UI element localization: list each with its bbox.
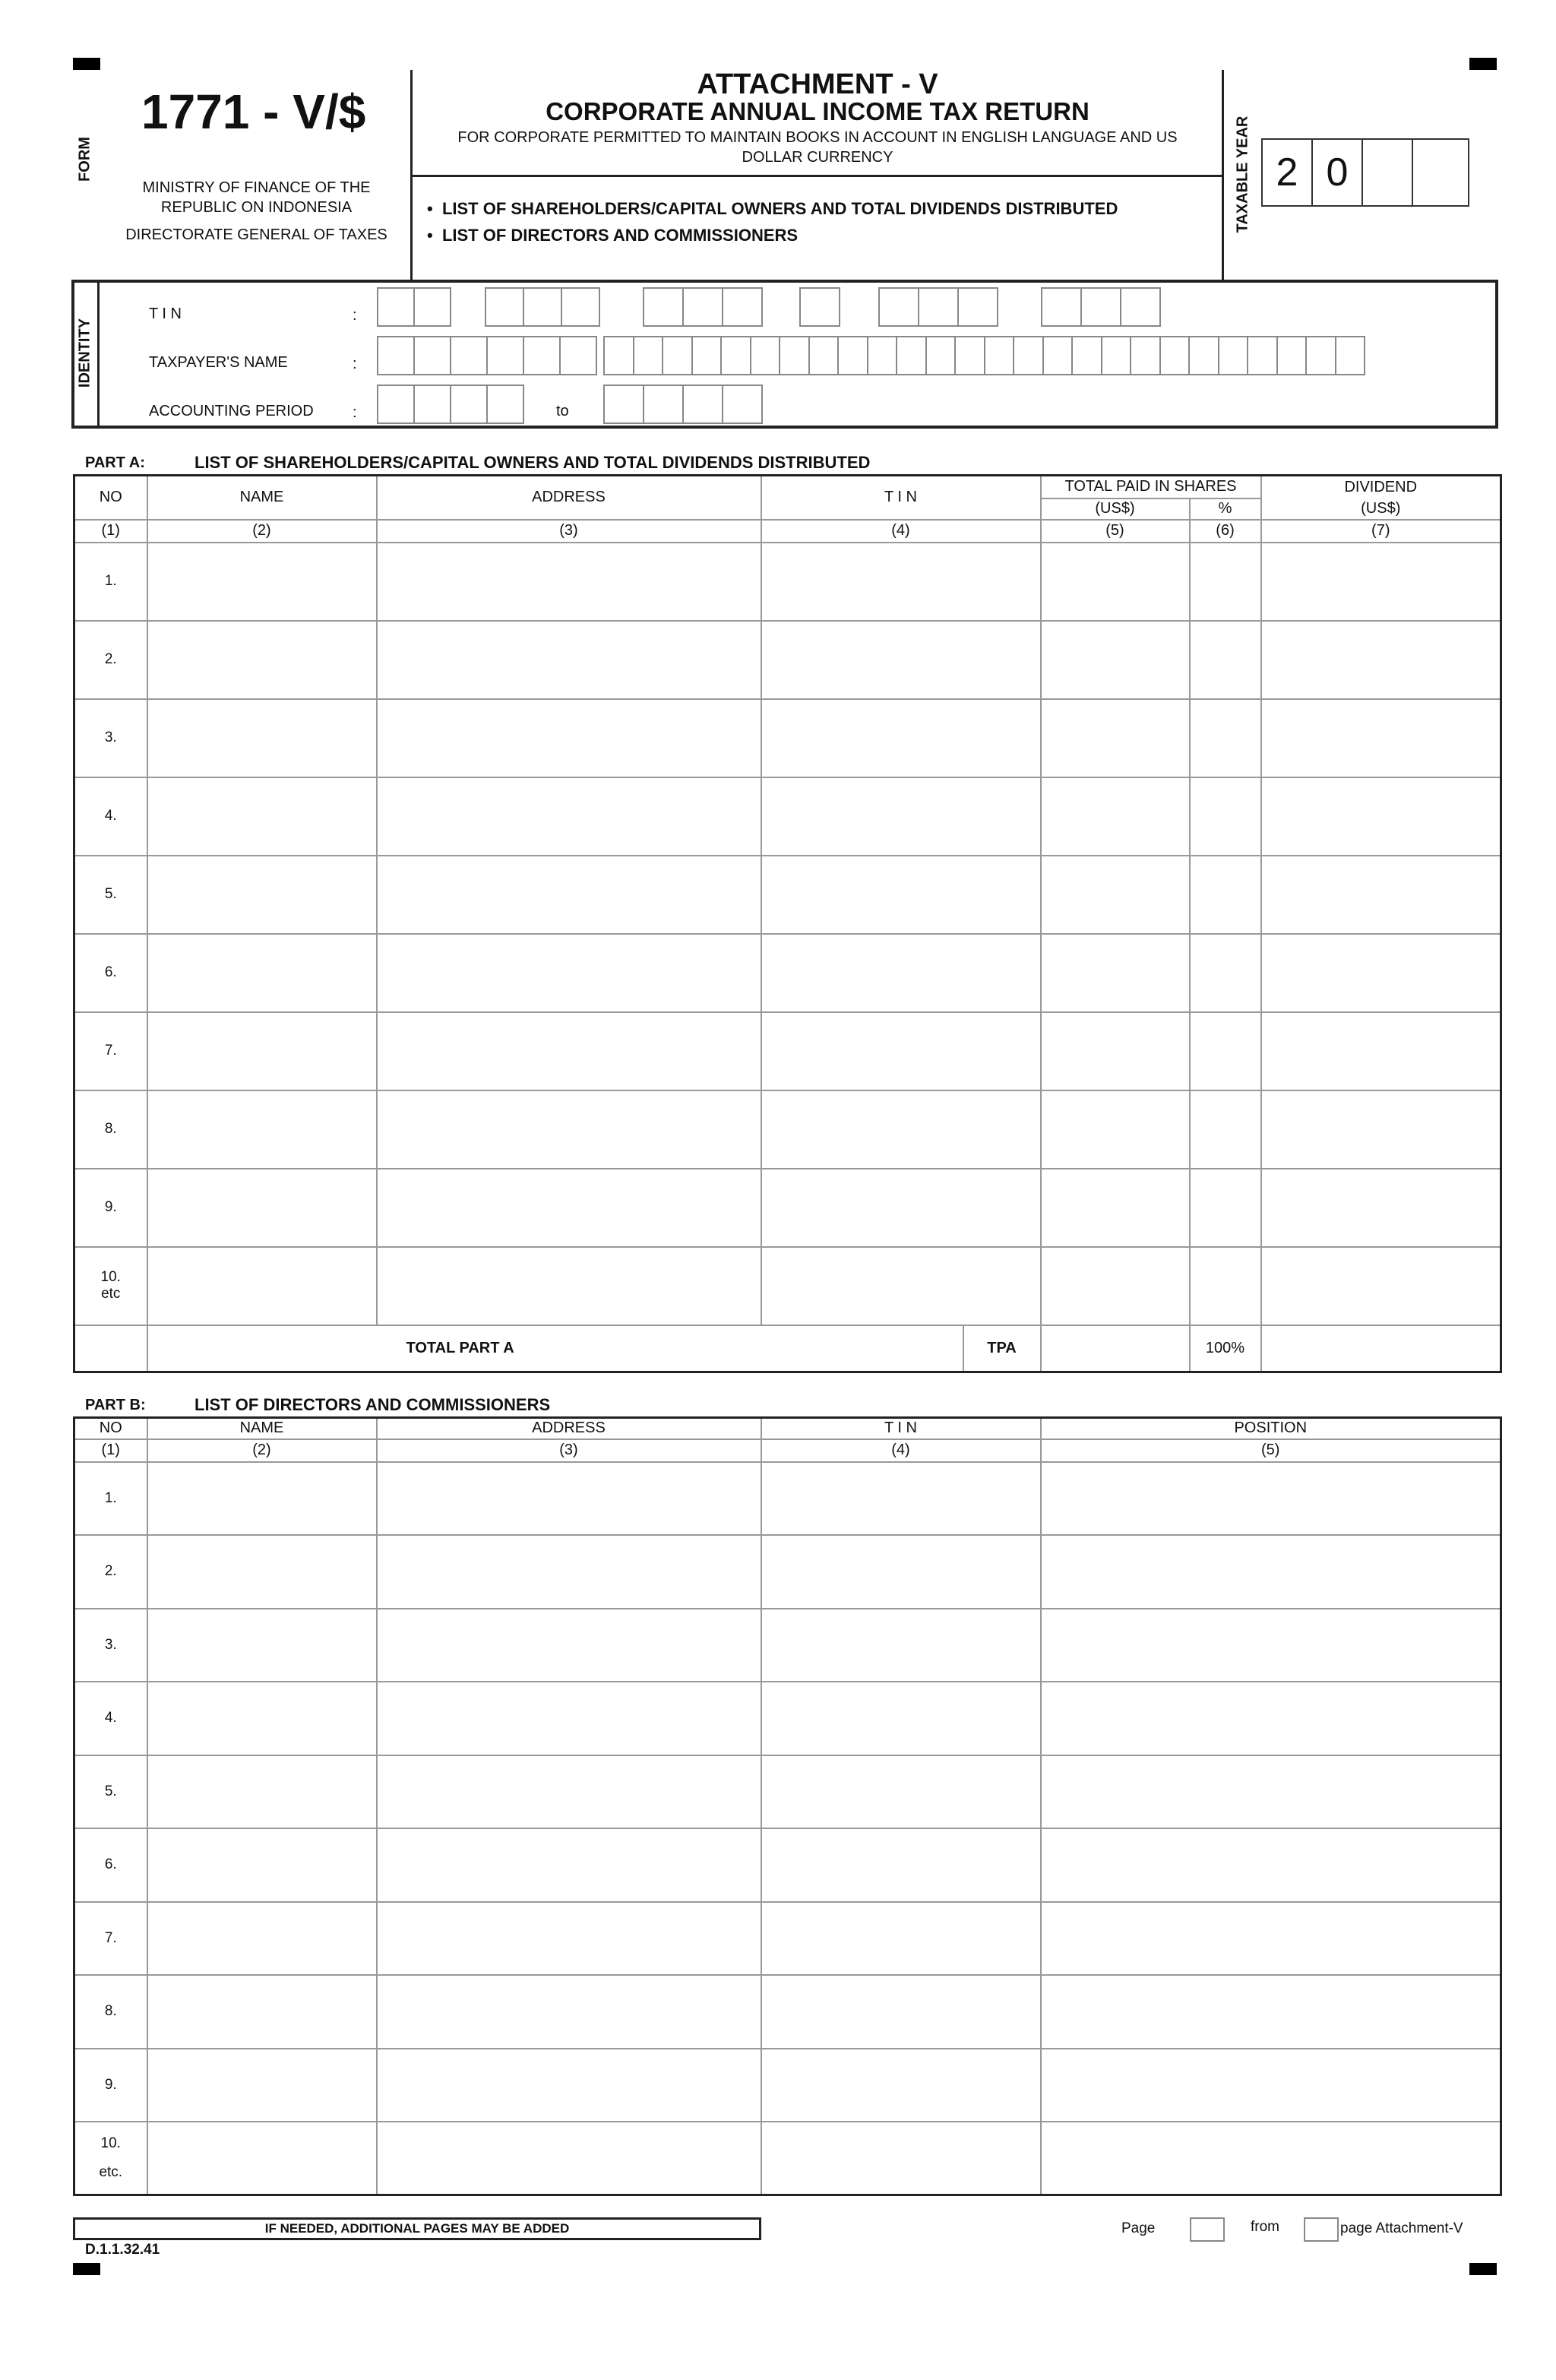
bullet-item-1 [427,199,1118,219]
table-row [74,1169,1501,1247]
bullet-icon: • [427,199,442,218]
position-cell[interactable] [1041,2049,1501,2122]
page-attachment-label: page Attachment-V [1340,2220,1463,2236]
header-no: NO [74,476,147,520]
address-cell[interactable] [377,1609,761,1682]
year-digit-box-3[interactable] [1362,138,1413,207]
shares-percent-cell[interactable] [1190,621,1261,699]
period-to-digit-box[interactable] [603,385,644,424]
table-row [74,1090,1501,1169]
shares-percent-cell[interactable] [1190,777,1261,856]
part-b-table [73,1416,1502,2196]
tin-cell[interactable] [761,934,1041,1012]
col-number: (2) [147,1439,377,1462]
name-cell[interactable] [147,1169,377,1247]
address-cell[interactable] [377,1902,761,1976]
name-char-box[interactable] [413,336,451,375]
header-dividend-usd: (US$) [1261,498,1501,520]
table-row [74,1975,1501,2049]
subtitle-line-1: FOR CORPORATE PERMITTED TO MAINTAIN BOOKS IN ACCOUNT IN ENGLISH LANGUAGE AND US [457,129,1178,146]
name-char-box[interactable] [779,336,810,375]
row-number: 5. [74,856,147,934]
row-number: 5. [74,1755,147,1829]
name-char-box[interactable] [633,336,664,375]
tpa-label: TPA [963,1326,1040,1372]
header-address: ADDRESS [377,476,761,520]
row-number [74,1247,147,1325]
table-row [74,2049,1501,2122]
tin-digit-box[interactable] [561,287,600,327]
tin-digit-box[interactable] [722,287,763,327]
row-number: 4. [74,777,147,856]
part-a-label: PART A: [85,454,145,471]
name-char-box[interactable] [559,336,597,375]
identity-label: IDENTITY [76,318,93,388]
name-char-box[interactable] [691,336,723,375]
position-cell[interactable] [1041,1902,1501,1976]
table-row [74,777,1501,856]
name-cell[interactable] [147,1975,377,2049]
tin-digit-box[interactable] [1120,287,1161,327]
col-number: (2) [147,520,377,543]
address-cell[interactable] [377,1462,761,1536]
position-cell[interactable] [1041,1755,1501,1829]
row-number: 3. [74,699,147,777]
row-number: 2. [74,621,147,699]
shares-percent-cell[interactable] [1190,856,1261,934]
name-cell[interactable] [147,777,377,856]
shares-percent-cell[interactable] [1190,543,1261,621]
tin-digit-box[interactable] [682,287,723,327]
address-cell[interactable] [377,777,761,856]
tin-cell[interactable] [761,1012,1041,1090]
address-cell[interactable] [377,1828,761,1902]
tin-cell[interactable] [761,543,1041,621]
tin-digit-box[interactable] [799,287,840,327]
row-number: 6. [74,934,147,1012]
col-number: (6) [1190,520,1261,543]
part-b-title: LIST OF DIRECTORS AND COMMISSIONERS [194,1395,551,1414]
name-cell[interactable] [147,1609,377,1682]
table-row [74,699,1501,777]
row-number: 3. [74,1609,147,1682]
row-number-text: 10. [100,1269,121,1285]
tin-digit-box[interactable] [485,287,524,327]
name-cell[interactable] [147,1012,377,1090]
bullet-item-2 [427,226,798,245]
name-cell[interactable] [147,856,377,934]
name-cell[interactable] [147,1828,377,1902]
dividend-cell[interactable] [1261,1012,1501,1090]
row-number [74,2122,147,2195]
part-a-table [73,474,1502,1373]
tin-cell[interactable] [761,1535,1041,1609]
name-cell[interactable] [147,1535,377,1609]
name-cell[interactable] [147,2122,377,2195]
ministry-line-1: MINISTRY OF FINANCE OF THE [142,179,371,196]
shares-percent-cell[interactable] [1190,1247,1261,1325]
tin-cell[interactable] [761,1828,1041,1902]
row-number: 1. [74,1462,147,1536]
shares-usd-cell[interactable] [1041,1169,1190,1247]
shares-percent-cell[interactable] [1190,934,1261,1012]
tin-digit-box[interactable] [413,287,451,327]
name-char-box[interactable] [1130,336,1161,375]
tin-digit-box[interactable] [957,287,998,327]
name-char-box[interactable] [1276,336,1308,375]
col-number: (4) [761,520,1041,543]
name-char-box[interactable] [984,336,1015,375]
address-cell[interactable] [377,934,761,1012]
year-digit-box-2[interactable] [1311,138,1363,207]
col-number: (5) [1041,520,1190,543]
header-usd: (US$) [1041,498,1190,520]
header-position: POSITION [1041,1418,1501,1439]
period-from-digit-box[interactable] [450,385,488,424]
position-cell[interactable] [1041,1975,1501,2049]
address-cell[interactable] [377,856,761,934]
table-row [74,543,1501,621]
dividend-cell[interactable] [1261,856,1501,934]
shares-usd-cell[interactable] [1041,621,1190,699]
tin-cell[interactable] [761,699,1041,777]
name-char-box[interactable] [808,336,840,375]
period-to-label: to [556,403,569,419]
period-to-digit-box[interactable] [643,385,684,424]
table-row [74,621,1501,699]
name-char-box[interactable] [1101,336,1132,375]
subtitle-line-2: DOLLAR CURRENCY [742,149,893,166]
table-row [74,1682,1501,1755]
header-tin: T I N [761,1418,1041,1439]
table-row [74,934,1501,1012]
period-from-digit-box[interactable] [413,385,451,424]
table-row [74,2122,1501,2195]
year-digit-box-1[interactable] [1261,138,1313,207]
registration-mark-bottom-right [1469,2263,1497,2275]
total-paid-value-cell[interactable] [1041,1325,1190,1372]
tin-colon: : [353,307,357,324]
row-number: 6. [74,1828,147,1902]
table-row [74,1609,1501,1682]
address-cell[interactable] [377,699,761,777]
row-number: 1. [74,543,147,621]
name-char-box[interactable] [896,336,927,375]
tin-cell[interactable] [761,1169,1041,1247]
tin-cell[interactable] [761,1682,1041,1755]
name-char-box[interactable] [1218,336,1249,375]
taxpayer-name-label: TAXPAYER'S NAME [149,354,288,371]
additional-pages-note: IF NEEDED, ADDITIONAL PAGES MAY BE ADDED [73,2217,761,2240]
total-dividend-cell[interactable] [1261,1325,1501,1372]
position-cell[interactable] [1041,1535,1501,1609]
name-char-box[interactable] [1071,336,1102,375]
directorate-name: DIRECTORATE GENERAL OF TAXES [125,226,387,243]
name-cell[interactable] [147,1090,377,1169]
address-cell[interactable] [377,1090,761,1169]
tin-cell[interactable] [761,2122,1041,2195]
dividend-cell[interactable] [1261,621,1501,699]
tin-cell[interactable] [761,856,1041,934]
name-char-box[interactable] [1247,336,1278,375]
name-char-box[interactable] [954,336,985,375]
name-cell[interactable] [147,699,377,777]
header-no: NO [74,1418,147,1439]
part-a-total-row [74,1325,1501,1372]
col-number: (1) [74,1439,147,1462]
name-char-box[interactable] [603,336,634,375]
name-char-box[interactable] [486,336,524,375]
dividend-cell[interactable] [1261,934,1501,1012]
bullet-text-1: LIST OF SHAREHOLDERS/CAPITAL OWNERS AND TOTAL DIVIDENDS DISTRIBUTED [441,199,1118,218]
shares-percent-cell[interactable] [1190,1012,1261,1090]
form-code: D.1.1.32.41 [85,2242,160,2258]
total-part-a-label: TOTAL PART A TPA [147,1325,1041,1372]
header-percent: % [1190,498,1261,520]
shares-percent-cell[interactable] [1190,699,1261,777]
row-number-suffix: etc. [99,2164,123,2180]
row-number: 7. [74,1902,147,1976]
name-char-box[interactable] [1188,336,1219,375]
table-row [74,1902,1501,1976]
tin-cell[interactable] [761,1902,1041,1976]
name-colon: : [353,356,357,372]
registration-mark-top-left [73,58,100,70]
header-tin: T I N [761,476,1041,520]
name-char-box[interactable] [925,336,957,375]
address-cell[interactable] [377,1755,761,1829]
name-char-box[interactable] [837,336,868,375]
period-colon: : [353,404,357,421]
bullet-icon: • [427,226,442,245]
table-row [74,1012,1501,1090]
accounting-period-label: ACCOUNTING PERIOD [149,403,314,419]
name-char-box[interactable] [377,336,415,375]
name-char-box[interactable] [450,336,488,375]
period-to-digit-box[interactable] [682,385,723,424]
dividend-cell[interactable] [1261,699,1501,777]
name-cell[interactable] [147,621,377,699]
tin-cell[interactable] [761,777,1041,856]
header-dividend: DIVIDEND [1261,476,1501,498]
year-digit-2: 0 [1326,150,1349,195]
name-cell[interactable] [147,934,377,1012]
address-cell[interactable] [377,621,761,699]
shares-usd-cell[interactable] [1041,699,1190,777]
shares-usd-cell[interactable] [1041,934,1190,1012]
form-number: 1771 - V/$ [141,84,366,139]
address-cell[interactable] [377,1247,761,1325]
tin-cell[interactable] [761,1090,1041,1169]
table-row [74,856,1501,934]
tin-digit-box[interactable] [878,287,919,327]
tin-cell[interactable] [761,621,1041,699]
tin-digit-box[interactable] [918,287,959,327]
shares-usd-cell[interactable] [1041,1012,1190,1090]
from-label: from [1251,2219,1279,2235]
tin-cell[interactable] [761,1247,1041,1325]
row-number: 8. [74,1090,147,1169]
shares-usd-cell[interactable] [1041,777,1190,856]
row-number-text: 10. [100,2135,121,2151]
name-char-box[interactable] [1013,336,1044,375]
dividend-cell[interactable] [1261,543,1501,621]
shares-percent-cell[interactable] [1190,1169,1261,1247]
shares-percent-cell[interactable] [1190,1090,1261,1169]
tin-digit-box[interactable] [643,287,684,327]
name-char-box[interactable] [720,336,751,375]
tin-cell[interactable] [761,1975,1041,2049]
dividend-cell[interactable] [1261,777,1501,856]
address-cell[interactable] [377,2122,761,2195]
address-cell[interactable] [377,1012,761,1090]
part-a-column-numbers [74,520,1501,543]
row-number: 7. [74,1012,147,1090]
part-b-column-numbers [74,1439,1501,1462]
row-number: 8. [74,1975,147,2049]
name-cell[interactable] [147,1462,377,1536]
position-cell[interactable] [1041,1462,1501,1536]
bullet-text-2: LIST OF DIRECTORS AND COMMISSIONERS [441,226,799,245]
name-char-box[interactable] [1159,336,1191,375]
row-number: 9. [74,2049,147,2122]
name-char-box[interactable] [1305,336,1336,375]
attachment-title: ATTACHMENT - V [697,68,938,100]
main-title: CORPORATE ANNUAL INCOME TAX RETURN [546,97,1090,125]
row-number: 4. [74,1682,147,1755]
header-name: NAME [147,1418,377,1439]
name-cell[interactable] [147,1755,377,1829]
part-b-label: PART B: [85,1397,146,1413]
tin-cell[interactable] [761,1462,1041,1536]
address-cell[interactable] [377,1169,761,1247]
dividend-cell[interactable] [1261,1169,1501,1247]
address-cell[interactable] [377,1682,761,1755]
col-number: (3) [377,520,761,543]
row-number: 2. [74,1535,147,1609]
taxable-year-label: TAXABLE YEAR [1234,116,1251,233]
name-cell[interactable] [147,2049,377,2122]
tin-cell[interactable] [761,1609,1041,1682]
tin-cell[interactable] [761,1755,1041,1829]
year-digit-box-4[interactable] [1412,138,1469,207]
page-number-box[interactable] [1190,2217,1225,2242]
address-cell[interactable] [377,543,761,621]
registration-mark-bottom-left [73,2263,100,2275]
shares-usd-cell[interactable] [1041,1247,1190,1325]
table-row [74,1535,1501,1609]
col-number: (1) [74,520,147,543]
name-char-box[interactable] [523,336,561,375]
col-number: (7) [1261,520,1501,543]
address-cell[interactable] [377,1975,761,2049]
col-number: (5) [1041,1439,1501,1462]
header-name: NAME [147,476,377,520]
address-cell[interactable] [377,2049,761,2122]
total-percent: 100% [1190,1325,1261,1372]
ministry-line-2: REPUBLIC ON INDONESIA [160,199,353,216]
period-from-digit-box[interactable] [377,385,415,424]
tin-digit-box[interactable] [377,287,415,327]
position-cell[interactable] [1041,2122,1501,2195]
name-cell[interactable] [147,1682,377,1755]
header-total-paid-in-shares: TOTAL PAID IN SHARES [1041,476,1261,498]
shares-usd-cell[interactable] [1041,543,1190,621]
part-a-title: LIST OF SHAREHOLDERS/CAPITAL OWNERS AND TOTAL DIVIDENDS DISTRIBUTED [194,453,871,472]
period-to-digit-box[interactable] [722,385,763,424]
dividend-cell[interactable] [1261,1247,1501,1325]
table-row [74,1462,1501,1536]
tin-digit-box[interactable] [523,287,562,327]
name-char-box[interactable] [1335,336,1366,375]
form-label: FORM [76,137,93,182]
total-pages-box[interactable] [1304,2217,1339,2242]
name-char-box[interactable] [662,336,693,375]
name-cell[interactable] [147,543,377,621]
shares-usd-cell[interactable] [1041,856,1190,934]
position-cell[interactable] [1041,1828,1501,1902]
dividend-cell[interactable] [1261,1090,1501,1169]
tin-cell[interactable] [761,2049,1041,2122]
name-cell[interactable] [147,1902,377,1976]
shares-usd-cell[interactable] [1041,1090,1190,1169]
row-number-suffix: etc [101,1286,121,1302]
table-row [74,1247,1501,1325]
year-digit-1: 2 [1276,150,1298,195]
tin-digit-box[interactable] [1041,287,1082,327]
table-row [74,1828,1501,1902]
name-char-box[interactable] [750,336,781,375]
position-cell[interactable] [1041,1682,1501,1755]
col-number: (4) [761,1439,1041,1462]
name-char-box[interactable] [1042,336,1074,375]
position-cell[interactable] [1041,1609,1501,1682]
header-address: ADDRESS [377,1418,761,1439]
col-number: (3) [377,1439,761,1462]
tin-label: T I N [149,305,182,322]
row-number: 9. [74,1169,147,1247]
period-from-digit-box[interactable] [486,385,524,424]
page-label: Page [1121,2220,1156,2236]
table-row [74,1755,1501,1829]
registration-mark-top-right [1469,58,1497,70]
address-cell[interactable] [377,1535,761,1609]
name-cell[interactable] [147,1247,377,1325]
tin-digit-box[interactable] [1080,287,1121,327]
name-char-box[interactable] [867,336,898,375]
